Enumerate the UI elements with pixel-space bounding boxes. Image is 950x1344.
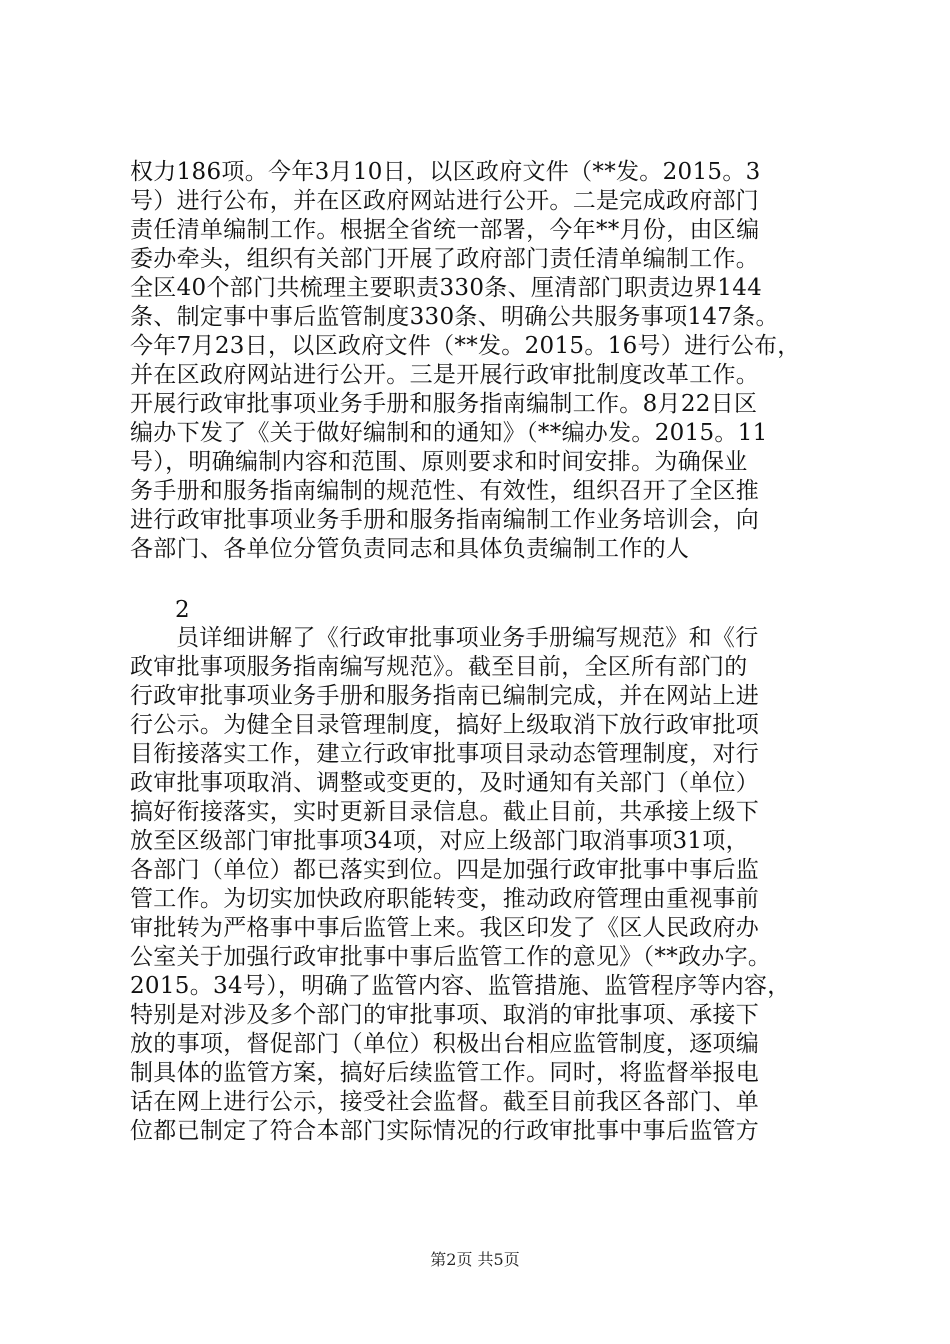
paragraph-block-top [130,158,830,564]
text-line: 各部门、各单位分管负责同志和具体负责编制工作的人 [130,536,690,562]
text-line: 务手册和服务指南编制的规范性、有效性，组织召开了全区推 [130,478,760,504]
text-line: 行政审批事项业务手册和服务指南已编制完成，并在网站上进 [130,683,760,709]
text-line: 公室关于加强行政审批事中事后监管工作的意见》（**政办字。 [130,944,772,970]
text-line: 政审批事项服务指南编写规范》。截至目前，全区所有部门的 [130,654,748,680]
text-line: 各部门（单位）都已落实到位。四是加强行政审批事中事后监 [130,857,760,883]
text-line: 并在区政府网站进行公开。三是开展行政审批制度改革工作。 [130,362,760,388]
text-line: 全区40个部门共梳理主要职责330条、厘清部门职责边界144 [130,275,763,301]
text-line: 条、制定事中事后监管制度330条、明确公共服务事项147条。 [130,304,779,330]
text-line: 搞好衔接落实，实时更新目录信息。截止目前，共承接上级下 [130,799,760,825]
page-footer: 第2页 共5页 [430,1250,520,1269]
text-line: 委办牵头，组织有关部门开展了政府部门责任清单编制工作。 [130,246,760,272]
text-line: 权力186项。今年3月10日，以区政府文件（**发。2015。3 [130,159,761,185]
text-line: 员详细讲解了《行政审批事项业务手册编写规范》和《行 [176,625,759,651]
text-line: 放至区级部门审批事项34项，对应上级部门取消事项31项， [130,828,749,854]
text-line: 行公示。为健全目录管理制度，搞好上级取消下放行政审批项 [130,712,760,738]
inline-page-number: 2 [175,597,190,623]
text-line: 管工作。为切实加快政府职能转变，推动政府管理由重视事前 [130,886,760,912]
text-line: 责任清单编制工作。根据全省统一部署，今年**月份，由区编 [130,217,760,243]
text-line: 开展行政审批事项业务手册和服务指南编制工作。8月22日区 [130,391,758,417]
text-line: 编办下发了《关于做好编制和的通知》（**编办发。2015。11 [130,420,768,446]
text-line: 政审批事项取消、调整或变更的，及时通知有关部门（单位） [130,770,760,796]
text-line: 话在网上进行公示，接受社会监督。截至目前我区各部门、单 [130,1089,760,1115]
text-line: 放的事项，督促部门（单位）积极出台相应监管制度，逐项编 [130,1031,760,1057]
text-line: 号），明确编制内容和范围、原则要求和时间安排。为确保业 [130,449,748,475]
paragraph-block-bottom [130,624,830,1146]
text-line: 号）进行公布，并在区政府网站进行公开。二是完成政府部门 [130,188,760,214]
text-line: 2015。34号），明确了监管内容、监管措施、监管程序等内容， [130,973,791,999]
text-line: 进行政审批事项业务手册和服务指南编制工作业务培训会，向 [130,507,760,533]
text-line: 今年7月23日，以区政府文件（**发。2015。16号）进行公布， [130,333,801,359]
text-line: 制具体的监管方案，搞好后续监管工作。同时，将监督举报电 [130,1060,760,1086]
text-line: 审批转为严格事中事后监管上来。我区印发了《区人民政府办 [130,915,760,941]
text-line: 特别是对涉及多个部门的审批事项、取消的审批事项、承接下 [130,1002,760,1028]
text-line: 目衔接落实工作，建立行政审批事项目录动态管理制度，对行 [130,741,760,767]
text-line: 位都已制定了符合本部门实际情况的行政审批事中事后监管方 [130,1118,760,1144]
